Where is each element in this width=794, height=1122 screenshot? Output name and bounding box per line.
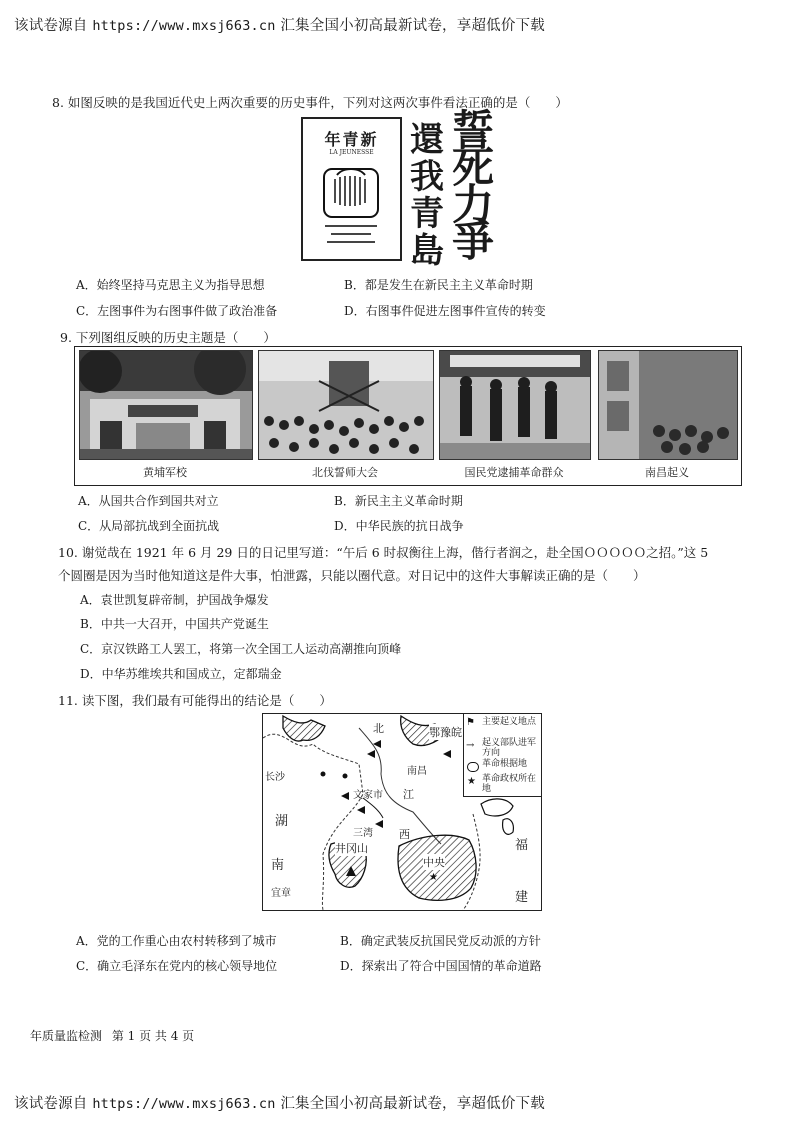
q11-map	[262, 713, 542, 911]
legend-uprising-sites: 主要起义地点	[482, 717, 537, 727]
q10-stem-line2: 个圆圈是因为当时他知道这是件大事，怕泄露，只能以圈代意。对日记中的这件大事解读正确的是（ ）	[58, 568, 646, 583]
q9-option-a[interactable]: A．从国共合作到国共对立	[78, 494, 219, 508]
legend-base-icon	[467, 762, 479, 772]
photo-kmt-arrests	[439, 350, 591, 460]
magazine-text-line	[331, 233, 371, 235]
q11-stem: 11. 读下图，我们最有可能得出的结论是（ ）	[58, 693, 332, 708]
caption-whampoa: 黄埔军校	[143, 466, 187, 479]
map-label-xi: 西	[399, 828, 410, 841]
banner-suffix: 汇集全国小初高最新试卷，享超低价下载	[280, 1096, 545, 1112]
map-label-sanwan: 三湾	[353, 828, 373, 839]
map-label-yizhang: 宜章	[271, 888, 291, 899]
map-label-hu: 湖	[275, 814, 289, 829]
q9-option-d[interactable]: D．中华民族的抗日战争	[334, 519, 464, 533]
banner-prefix: 该试卷源自	[14, 1096, 88, 1112]
q9-stem: 9. 下列图组反映的历史主题是（ ）	[60, 330, 276, 345]
page-footer	[30, 1027, 194, 1044]
photo-whampoa-academy	[79, 350, 253, 460]
legend-government-seat: 革命政权所在地	[482, 774, 537, 794]
q9-option-c[interactable]: C．从局部抗战到全面抗战	[78, 519, 220, 533]
legend-arrow-icon: →	[466, 740, 475, 751]
legend-star-icon: ★	[467, 776, 476, 787]
q10-option-c[interactable]: C．京汉铁路工人罢工，将第一次全国工人运动高潮推向顶峰	[80, 642, 402, 656]
magazine-subtitle: LA JEUNESSE	[329, 149, 374, 156]
map-label-jinggangshan: 井冈山	[335, 842, 368, 855]
map-label-eyuwan: 鄂豫皖	[429, 726, 462, 739]
map-label-nan: 南	[271, 858, 285, 873]
magazine-text-line	[325, 225, 377, 227]
caption-kmt-arrests: 国民党逮捕革命群众	[464, 466, 564, 479]
source-banner-top	[14, 14, 545, 35]
footer-exam-name: 年质量监检测	[30, 1029, 103, 1043]
map-label-fu: 福	[515, 838, 529, 853]
q10-option-b[interactable]: B．中共一大召开，中国共产党诞生	[80, 617, 269, 631]
q11-option-a[interactable]: A．党的工作重心由农村转移到了城市	[76, 934, 277, 948]
magazine-title: 年青新	[324, 130, 379, 149]
q11-option-c[interactable]: C．确立毛泽东在党内的核心领导地位	[76, 959, 278, 973]
banner-url-link[interactable]: https://www.mxsj663.cn	[92, 1096, 276, 1112]
map-label-changsha: 长沙	[265, 772, 285, 783]
q11-option-b[interactable]: B．确定武装反抗国民党反动派的方针	[340, 934, 541, 948]
map-legend	[463, 714, 541, 797]
photo-nanchang-uprising	[598, 350, 738, 460]
slogan-column-right: 誓死力爭	[452, 106, 495, 266]
slogan-column-left: 還我青島	[410, 120, 444, 271]
map-label-bei: 北	[373, 722, 384, 735]
source-banner-bottom	[14, 1092, 545, 1113]
map-label-wenjiashi: 文家市	[353, 790, 383, 801]
magazine-text-line	[327, 241, 375, 243]
svg-text:★: ★	[429, 872, 438, 883]
magazine-cover-emblem	[323, 163, 379, 219]
q8-stem: 8. 如图反映的是我国近代史上两次重要的历史事件，下列对这两次事件看法正确的是（ ）	[52, 95, 568, 110]
q9-option-b[interactable]: B．新民主主义革命时期	[334, 494, 463, 508]
map-label-nanchang: 南昌	[407, 766, 427, 777]
q8-option-d[interactable]: D．右图事件促进左图事件宣传的转变	[344, 304, 546, 318]
map-label-zhongyang: 中央	[423, 856, 445, 869]
q11-option-d[interactable]: D．探索出了符合中国国情的革命道路	[340, 959, 542, 973]
q10-option-a[interactable]: A．袁世凯复辟帝制，护国战争爆发	[80, 593, 269, 607]
banner-prefix: 该试卷源自	[14, 18, 88, 34]
q8-option-b[interactable]: B．都是发生在新民主主义革命时期	[344, 278, 533, 292]
banner-suffix: 汇集全国小初高最新试卷，享超低价下载	[280, 18, 545, 34]
q10-stem-line1: 10. 谢觉哉在 1921 年 6 月 29 日的日记里写道：“午后 6 时叔衡往上海，偕行者润之，赴全国ＯＯＯＯＯ之招。”这 5	[58, 545, 709, 560]
q8-option-a[interactable]: A．始终坚持马克思主义为指导思想	[76, 278, 265, 292]
photo-northern-expedition-rally	[258, 350, 434, 460]
map-label-jiang: 江	[403, 788, 414, 801]
caption-nanchang: 南昌起义	[645, 466, 689, 479]
q8-option-c[interactable]: C．左图事件为右图事件做了政治准备	[76, 304, 278, 318]
legend-march-direction: 起义部队进军方向	[482, 738, 537, 758]
q8-magazine-image	[301, 117, 402, 261]
footer-page-number: 第 1 页 共 4 页	[111, 1029, 195, 1043]
map-label-jian: 建	[515, 890, 529, 905]
legend-revolutionary-base: 革命根据地	[482, 759, 528, 769]
q10-option-d[interactable]: D．中华苏维埃共和国成立，定都瑞金	[80, 667, 282, 681]
caption-northern-expedition: 北伐誓师大会	[312, 466, 378, 479]
banner-url-link[interactable]: https://www.mxsj663.cn	[92, 18, 276, 34]
legend-flag-icon: ⚑	[466, 717, 475, 728]
